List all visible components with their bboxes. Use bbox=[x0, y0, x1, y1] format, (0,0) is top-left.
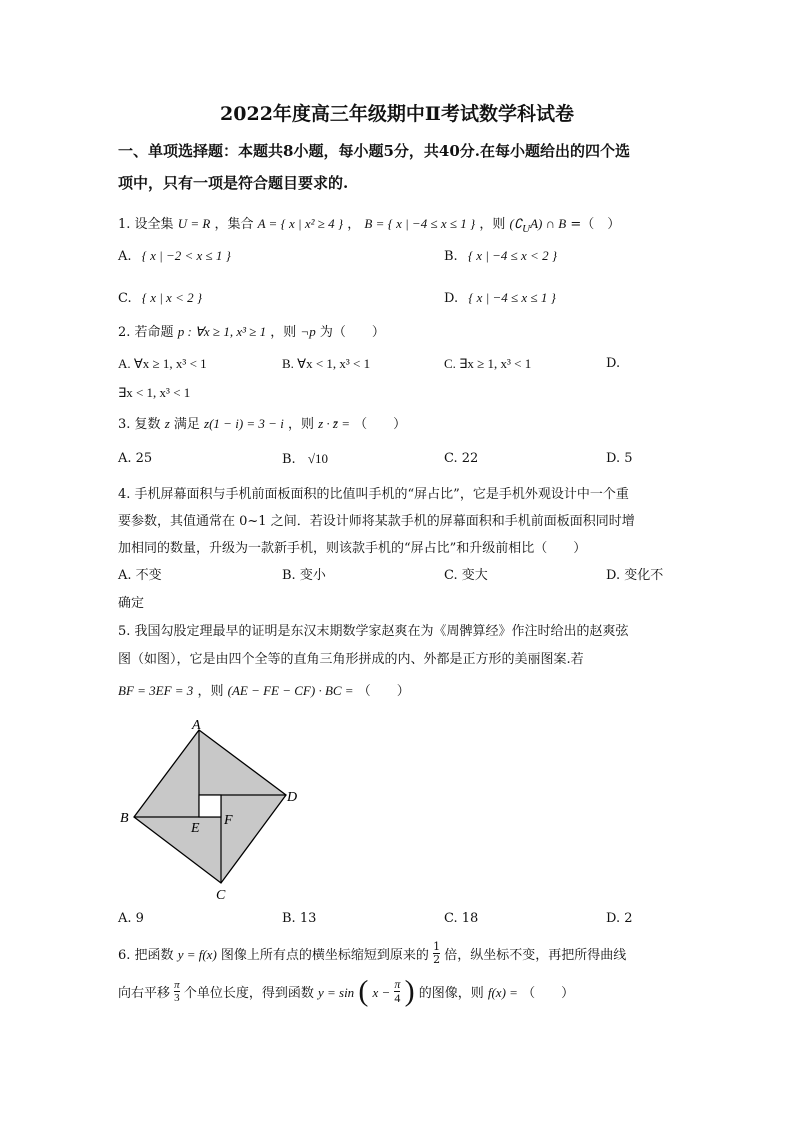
q1-text-b: ，集合 bbox=[214, 217, 254, 232]
q5-text-c: （ ） bbox=[357, 684, 410, 699]
q1-expression-2: A) ∩ B bbox=[530, 216, 567, 231]
q1-text-e: =（ ） bbox=[570, 217, 621, 232]
q3-var-z: z bbox=[164, 416, 170, 431]
q5-option-b: B. 13 bbox=[282, 911, 317, 926]
q1-option-b bbox=[444, 248, 557, 265]
question-3 bbox=[118, 416, 406, 433]
q3-text-b: 满足 bbox=[173, 417, 200, 432]
exam-title: 2022年度高三年级期中Ⅱ考试数学科试卷 bbox=[220, 103, 574, 125]
q3-option-d: D. 5 bbox=[606, 451, 633, 466]
q6-right-paren: ) bbox=[404, 974, 415, 1008]
q4-option-c: C. 变大 bbox=[444, 568, 488, 583]
q6-fraction-pi-4-num: π bbox=[394, 977, 401, 991]
q6-text-e: 个单位长度，得到函数 bbox=[183, 986, 314, 1001]
q6-fraction-pi-3-num: π bbox=[174, 979, 180, 991]
q4-option-a: A. 不变 bbox=[118, 568, 162, 583]
q1-set-a: A = { x | x² ≥ 4 } bbox=[257, 216, 344, 231]
q3-equation: z(1 − i) = 3 − i bbox=[204, 416, 284, 431]
q6-fraction-pi-3 bbox=[174, 979, 180, 1004]
section-heading-line2: 项中，只有一项是符合题目要求的. bbox=[118, 174, 349, 192]
q3-text-a: 3. 复数 bbox=[118, 417, 161, 432]
q6-fraction-pi-4 bbox=[394, 978, 400, 1005]
q6-text-c: 倍，纵坐标不变，再把所得曲线 bbox=[444, 948, 627, 963]
q5-text-b: ，则 bbox=[197, 684, 224, 699]
q4-option-d-continued: 确定 bbox=[118, 596, 145, 611]
q6-function: y = f(x) bbox=[177, 947, 217, 962]
question-5-line2: 图（如图），它是由四个全等的直角三角形拼成的内、外都是正方形的美丽图案.若 bbox=[118, 652, 584, 667]
q3-text-c: ，则 bbox=[287, 417, 314, 432]
q6-text-a: 6. 把函数 bbox=[118, 948, 174, 963]
question-4-line2: 要参数，其值通常在 0~1 之间．若设计师将某款手机的屏幕面积和手机前面板面积同时增 bbox=[118, 514, 635, 529]
section-heading-line1: 一、单项选择题：本题共8小题，每小题5分，共40分.在每小题给出的四个选 bbox=[118, 142, 630, 160]
q5-vector-expression: (AE − FE − CF) · BC = bbox=[227, 683, 354, 698]
q6-fraction-half-den: 2 bbox=[433, 953, 441, 966]
q1-option-d bbox=[444, 290, 556, 307]
q2-option-d-label: D. bbox=[606, 356, 621, 371]
question-4-line1: 4. 手机屏幕面积与手机前面板面积的比值叫手机的“屏占比”，它是手机外观设计中一个重 bbox=[118, 487, 629, 502]
q1-option-c-label: C. bbox=[118, 291, 132, 306]
q2-negation: ¬p bbox=[300, 324, 316, 339]
inner-square bbox=[199, 795, 221, 817]
q2-text-a: 2. 若命题 bbox=[118, 325, 174, 340]
q1-text-c: ， bbox=[347, 217, 361, 232]
q6-text-b: 图像上所有点的横坐标缩短到原来的 bbox=[220, 948, 429, 963]
q1-option-a-label: A. bbox=[118, 249, 132, 264]
q6-argument: x − bbox=[372, 985, 391, 1000]
question-5-line1: 5. 我国勾股定理最早的证明是东汉末期数学家赵爽在为《周髀算经》作注时给出的赵爽弦 bbox=[118, 624, 629, 639]
q1-universal-set: U = R bbox=[177, 216, 211, 231]
q6-sine-function: y = sin bbox=[317, 985, 355, 1000]
q5-option-d: D. 2 bbox=[606, 911, 633, 926]
point-label-e: E bbox=[191, 821, 200, 836]
q1-text-d: ，则 bbox=[479, 217, 506, 232]
q6-text-g: （ ） bbox=[522, 986, 575, 1001]
q1-option-c-value: { x | x < 2 } bbox=[141, 290, 203, 305]
q1-text-a: 1. 设全集 bbox=[118, 217, 174, 232]
q1-option-b-label: B. bbox=[444, 249, 458, 264]
question-6-line2 bbox=[118, 974, 575, 1018]
q2-option-a: A. ∀x ≥ 1, x³ < 1 bbox=[118, 356, 207, 371]
q3-option-b-value: √10 bbox=[307, 451, 328, 466]
q1-option-d-label: D. bbox=[444, 291, 459, 306]
q1-option-c bbox=[118, 290, 202, 307]
q3-text-d: （ ） bbox=[354, 417, 407, 432]
q2-option-b: B. ∀x < 1, x³ < 1 bbox=[282, 356, 371, 371]
q5-option-c: C. 18 bbox=[444, 911, 479, 926]
q6-fraction-pi-3-den: 3 bbox=[174, 992, 180, 1004]
q3-option-b bbox=[282, 451, 328, 468]
question-5-line3 bbox=[118, 683, 410, 700]
q2-text-c: 为（ ） bbox=[319, 325, 385, 340]
q6-fx: f(x) = bbox=[487, 985, 518, 1000]
q2-text-b: ，则 bbox=[270, 325, 297, 340]
q5-option-a: A. 9 bbox=[118, 911, 144, 926]
point-label-d: D bbox=[287, 790, 298, 805]
q2-option-c: C. ∃x ≥ 1, x³ < 1 bbox=[444, 356, 532, 371]
q3-option-b-label: B. bbox=[282, 452, 296, 467]
q1-option-d-value: { x | −4 ≤ x ≤ 1 } bbox=[468, 290, 556, 305]
q1-option-a bbox=[118, 248, 231, 265]
q4-option-b: B. 变小 bbox=[282, 568, 326, 583]
q6-text-f: 的图像，则 bbox=[418, 986, 484, 1001]
q6-fraction-pi-4-den: 4 bbox=[394, 991, 401, 1005]
point-label-c: C bbox=[216, 888, 226, 903]
question-1 bbox=[118, 216, 620, 233]
question-6-line1 bbox=[118, 941, 626, 971]
q1-option-b-value: { x | −4 ≤ x < 2 } bbox=[467, 248, 558, 263]
q2-option-d: ∃x < 1, x³ < 1 bbox=[118, 385, 191, 400]
point-label-b: B bbox=[120, 811, 129, 826]
q6-fraction-half bbox=[433, 941, 440, 966]
q6-left-paren: ( bbox=[358, 974, 369, 1008]
q4-option-d: D. 变化不 bbox=[606, 568, 664, 583]
point-label-a: A bbox=[192, 718, 201, 733]
q1-subscript-u: U bbox=[522, 223, 531, 235]
q3-option-c: C. 22 bbox=[444, 451, 479, 466]
question-2 bbox=[118, 324, 385, 341]
q6-text-d: 向右平移 bbox=[118, 986, 171, 1001]
q1-expression: (∁ bbox=[509, 216, 523, 231]
q6-fraction-half-num: 1 bbox=[433, 940, 441, 953]
point-label-f: F bbox=[224, 813, 233, 828]
question-4-line3: 加相同的数量，升级为一款新手机，则该款手机的“屏占比”和升级前相比（ ） bbox=[118, 541, 587, 556]
q5-condition: BF = 3EF = 3 bbox=[118, 683, 194, 698]
q3-expression: z · z̄ = bbox=[318, 416, 350, 431]
q3-option-a: A. 25 bbox=[118, 451, 153, 466]
zhao-shuang-diagram bbox=[114, 712, 314, 904]
q1-set-b: B = { x | −4 ≤ x ≤ 1 } bbox=[364, 216, 476, 231]
q1-option-a-value: { x | −2 < x ≤ 1 } bbox=[141, 248, 231, 263]
q2-proposition: p : ∀x ≥ 1, x³ ≥ 1 bbox=[177, 324, 267, 339]
